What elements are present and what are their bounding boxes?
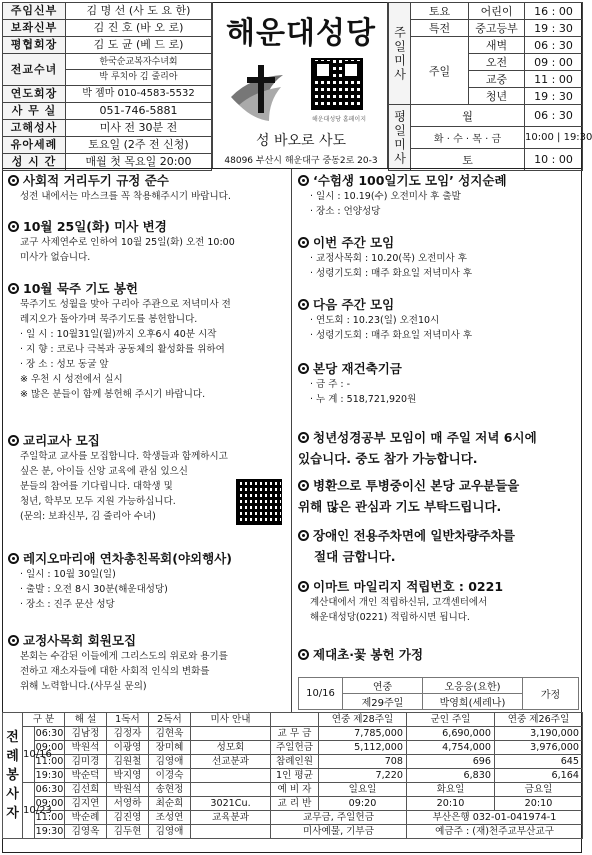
- server-name: 김남정: [65, 727, 107, 741]
- notice-text: · 성령기도회 : 매주 화요일 저녁미사 후: [310, 330, 472, 341]
- mass-name: 오전: [469, 54, 525, 71]
- notice-title: 다음 주간 모임: [313, 297, 395, 312]
- week-date: 10/16: [23, 727, 35, 783]
- mass-time-cell: 19:30: [35, 825, 64, 837]
- mass-time: 16 : 00: [525, 3, 583, 20]
- notice: [298, 475, 580, 517]
- mass-guide: 교육분과: [191, 811, 271, 825]
- sunday-mass-label: 주일미사: [389, 3, 411, 105]
- bullet-icon: [298, 480, 309, 491]
- mass-name: 새벽: [469, 37, 525, 54]
- staff-value: 김 진 호 (바 오 로): [66, 20, 212, 37]
- notice-text: (문의: 보좌신부, 김 줄리아 수녀): [20, 511, 156, 522]
- notice: [298, 173, 580, 219]
- mass-guide: [191, 727, 271, 741]
- server-name: 김영옥: [65, 825, 107, 839]
- stat-label: 주일헌금: [271, 741, 319, 755]
- notice-title: 제대초·꽃 봉헌 가정: [313, 647, 424, 662]
- mass-time: 09 : 00: [525, 54, 583, 71]
- notice-title: 이번 주간 모임: [313, 235, 395, 250]
- stat-value: 4,754,000: [407, 741, 495, 755]
- flower-person: 박영희(세레나): [423, 694, 523, 710]
- notice-text: · 일시 : 10월 30일(일): [20, 569, 116, 580]
- notice-title: 사회적 거리두기 규정 준수: [23, 173, 169, 188]
- mass-guide: 3021Cu.: [191, 797, 271, 811]
- class-day: 금요일: [495, 783, 583, 797]
- notice-title: 10월 묵주 기도 봉헌: [23, 281, 138, 296]
- bullet-icon: [298, 299, 309, 310]
- notice: [8, 173, 290, 204]
- staff-value: 매월 첫 목요일 20:00: [66, 154, 212, 171]
- staff-label: 유아세례: [3, 137, 66, 154]
- notice-text: 레지오가 돌아가며 묵주기도를 봉헌합니다.: [20, 314, 198, 325]
- notice-title: 병환으로 투병중이신 본당 교우분들을: [313, 478, 520, 493]
- patron-saint: 성 바오로 사도: [255, 133, 347, 149]
- mass-time-cell: 06:30: [35, 727, 64, 739]
- mass-time-cell: 11:00: [35, 755, 64, 767]
- stat-value: 6,690,000: [407, 727, 495, 741]
- mass-time: 19 : 30: [525, 20, 583, 37]
- server-name: 김정자: [107, 727, 149, 741]
- staff-value: [66, 54, 212, 86]
- liturgy-label: 전례봉사자: [3, 713, 23, 839]
- stat-label: 교 무 금: [271, 727, 319, 741]
- notices-right: [292, 168, 582, 712]
- server-name: 송현정: [149, 783, 191, 797]
- notice-text: · 일 시 : 10월31일(월)까지 오후6시 40분 시작: [20, 329, 217, 340]
- staff-value: 051-746-5881: [66, 103, 212, 120]
- server-name: 김현욱: [149, 727, 191, 741]
- server-name: 서영하: [107, 797, 149, 811]
- notice-title: 교리교사 모집: [23, 433, 100, 448]
- col-header: 미사 안내: [191, 713, 271, 727]
- homepage-qr-code[interactable]: [311, 58, 363, 110]
- bullet-icon: [298, 530, 309, 541]
- staff-value: 토요일 (2주 전 신청): [66, 137, 212, 154]
- notice: [8, 633, 290, 694]
- staff-value: 김 도 균 (베 드 로): [66, 37, 212, 54]
- notice-text: 미사가 없습니다.: [20, 252, 91, 263]
- server-name: 김원철: [107, 755, 149, 769]
- bullet-icon: [8, 553, 19, 564]
- notice: [298, 647, 580, 663]
- server-name: 김영애: [149, 825, 191, 839]
- col-header: 구 분: [23, 713, 65, 727]
- teacher-qr-code[interactable]: [236, 479, 282, 525]
- mass-time: 06 : 30: [525, 105, 583, 127]
- server-name: 박순례: [65, 811, 107, 825]
- class-time: 20:10: [495, 797, 583, 811]
- notice: [8, 219, 290, 265]
- notice-text: · 출발 : 오전 8시 30분(해운대성당): [20, 584, 168, 595]
- notice-title: ‘수험생 100일기도 모임’ 성지순례: [313, 173, 507, 188]
- notice: [8, 551, 290, 612]
- mass-day: 특전: [411, 20, 469, 37]
- staff-label: 전교수녀: [3, 54, 66, 86]
- mass-guide: [191, 783, 271, 797]
- stat-value: 708: [319, 755, 407, 769]
- notice-text: 교구 사제연수로 인하여 10월 25일(화) 오전 10:00: [20, 237, 235, 248]
- stat-label: 참례인원: [271, 755, 319, 769]
- staff-value: 미사 전 30분 전: [66, 120, 212, 137]
- notice-text: 계산대에서 개인 적립하신뒤, 고객센터에서: [310, 597, 488, 608]
- server-name: 박원석: [65, 741, 107, 755]
- flower-sunday: 제29주일: [343, 694, 423, 710]
- mass-time: 10:00 | 19:30: [525, 127, 583, 149]
- mass-guide: 선교분과: [191, 755, 271, 769]
- server-name: 박지영: [107, 769, 149, 783]
- staff-label: 고해성사: [3, 120, 66, 137]
- server-name: 김미경: [65, 755, 107, 769]
- mass-time-morning: 10:00: [525, 132, 554, 143]
- staff-label: 보좌신부: [3, 20, 66, 37]
- bullet-icon: [8, 435, 19, 446]
- server-name: 이광영: [107, 741, 149, 755]
- week-date: 10/23: [23, 783, 35, 839]
- mass-day: 주일: [411, 37, 469, 105]
- mass-time-cell: 09:00: [35, 741, 64, 753]
- account-label: 미사예물, 기부금: [271, 825, 407, 839]
- server-name: 김영애: [149, 755, 191, 769]
- server-name: 김지연: [65, 797, 107, 811]
- server-name: 박원석: [107, 783, 149, 797]
- notices-left: [2, 168, 292, 712]
- notice-text: · 장소 : 언양성당: [310, 206, 381, 217]
- stat-value: 696: [407, 755, 495, 769]
- stat-header: [271, 713, 319, 727]
- server-name: 조성연: [149, 811, 191, 825]
- class-time: 09:20: [319, 797, 407, 811]
- weekday-mass-label: 평일미사: [389, 105, 411, 171]
- flower-offering-table: [298, 677, 579, 710]
- flower-person: 오응응(요한): [423, 678, 523, 694]
- server-name: 이경숙: [149, 769, 191, 783]
- notice-text: ※ 우천 시 성전에서 실시: [20, 374, 123, 385]
- notice-title: 청년성경공부 모임이 매 주일 저녁 6시에: [313, 430, 537, 445]
- notice-title: 레지오마리애 연차총친목회(야외행사): [23, 551, 232, 566]
- mass-guide: [191, 825, 271, 839]
- notice-text: 싶은 분, 아이들 신앙 교육에 관심 있으신: [20, 466, 188, 477]
- catechumen-label: 예 비 자: [271, 783, 319, 797]
- notice: [298, 297, 580, 343]
- bullet-icon: [8, 635, 19, 646]
- server-name: 최순희: [149, 797, 191, 811]
- notice-text: ※ 많은 분들이 함께 봉헌해 주시기 바랍니다.: [20, 389, 206, 400]
- mass-time-cell: 06:30: [35, 783, 64, 795]
- qr-caption: 해운대성당 홈페이지: [311, 116, 367, 123]
- flower-family: 가정: [523, 678, 579, 710]
- parish-title: 해운대성당: [226, 16, 376, 51]
- class-day: 일요일: [319, 783, 407, 797]
- mass-guide: 성모회: [191, 741, 271, 755]
- mass-day: 월: [411, 105, 525, 127]
- staff-label: 주임신부: [3, 3, 66, 20]
- notice-title: 있습니다. 중도 참가 가능합니다.: [298, 451, 478, 466]
- server-name: 장미혜: [149, 741, 191, 755]
- notice: [298, 235, 580, 281]
- liturgy-finance-table: [2, 712, 583, 839]
- mass-guide: [191, 769, 271, 783]
- stat-value: 5,112,000: [319, 741, 407, 755]
- col-header: 2독서: [149, 713, 191, 727]
- mass-day: 토: [411, 149, 525, 171]
- notice-text: 성전 내에서는 마스크를 꼭 착용해주시기 바랍니다.: [20, 191, 231, 202]
- staff-label: 평협회장: [3, 37, 66, 54]
- stat-value: 6,164: [495, 769, 583, 783]
- bullet-icon: [298, 432, 309, 443]
- bullet-icon: [298, 581, 309, 592]
- mass-name: 중고등부: [469, 20, 525, 37]
- mass-time: 06 : 30: [525, 37, 583, 54]
- mass-time: 10 : 00: [525, 149, 583, 171]
- mass-day: 화 · 수 · 목 · 금: [411, 127, 525, 149]
- notice-text: 해운대성당(0221) 적립하시면 됩니다.: [310, 612, 470, 623]
- parish-logo-icon: [225, 57, 295, 127]
- notice: [298, 427, 580, 469]
- class-label: 교 리 반: [271, 797, 319, 811]
- staff-label: 성 시 간: [3, 154, 66, 171]
- server-name: 김진영: [107, 811, 149, 825]
- col-header: 해 설: [65, 713, 107, 727]
- notice-text: · 누 계 : 518,721,920원: [310, 394, 417, 405]
- notice: [298, 361, 580, 407]
- notice: [298, 525, 580, 567]
- notice-title: 위해 많은 관심과 기도 부탁드립니다.: [298, 499, 502, 514]
- staff-label: 연도회장: [3, 86, 66, 103]
- stat-label: 1인 평균: [271, 769, 319, 783]
- notice-text: 주일학교 교사를 모집합니다. 학생들과 함께하시고: [20, 451, 228, 462]
- mass-name: 교중: [469, 71, 525, 88]
- notice-text: 묵주기도 성월을 맞아 구리아 주관으로 저녁미사 전: [20, 299, 231, 310]
- flower-date: 10/16: [299, 678, 343, 710]
- mass-name: 청년: [469, 88, 525, 105]
- stat-value: 7,220: [319, 769, 407, 783]
- stat-value: 645: [495, 755, 583, 769]
- notice-title: 장애인 전용주차면에 일반차량주차를: [313, 528, 515, 543]
- stat-header: 연중 제28주일: [319, 713, 407, 727]
- notice-text: · 장 소 : 성모 동굴 앞: [20, 359, 109, 370]
- staff-value-line: 한국순교복자수녀회: [99, 57, 178, 67]
- notice-title: 교정사목회 회원모집: [23, 633, 137, 648]
- account-label: 교무금, 주일헌금: [271, 811, 407, 825]
- bullet-icon: [298, 363, 309, 374]
- notice-text: · 장소 : 진주 문산 성당: [20, 599, 115, 610]
- stat-header: 연중 제26주일: [495, 713, 583, 727]
- bullet-icon: [298, 237, 309, 248]
- staff-value-line: 박 루치아 김 줄리아: [66, 69, 211, 82]
- notice-text: · 성령기도회 : 매주 화요일 저녁미사 후: [310, 268, 472, 279]
- bullet-icon: [8, 283, 19, 294]
- stat-value: 3,190,000: [495, 727, 583, 741]
- flower-sunday: 연중: [343, 678, 423, 694]
- header-center: [212, 2, 388, 168]
- bullet-icon: [298, 649, 309, 660]
- server-name: 김두현: [107, 825, 149, 839]
- notice-text: 본회는 수감된 이들에게 그리스도의 위로와 용기를: [20, 651, 228, 662]
- bullet-icon: [8, 175, 19, 186]
- notice-text: · 금 주 : -: [310, 379, 351, 390]
- notice-text: 전하고 재소자들에 대한 사회적 인식의 변화를: [20, 666, 210, 677]
- server-name: 박순덕: [65, 769, 107, 783]
- bullet-icon: [298, 175, 309, 186]
- notice-text: · 연도회 : 10.23(일) 오전10시: [310, 315, 440, 326]
- notice-text: · 지 향 : 코로나 극복과 공동체의 활성화를 위하여: [20, 344, 225, 355]
- notice-text: 위해 노력합니다.(사무실 문의): [20, 681, 147, 692]
- stat-header: 군인 주일: [407, 713, 495, 727]
- notice: [8, 281, 290, 402]
- notice-text: 청년, 학부모 모두 지원 가능하십니다.: [20, 496, 176, 507]
- mass-time: 19 : 30: [525, 88, 583, 105]
- notice-title: 10월 25일(화) 미사 변경: [23, 219, 167, 234]
- staff-value: 김 명 선 (사 도 요 한): [66, 3, 212, 20]
- mass-time: 11 : 00: [525, 71, 583, 88]
- notice-title: 본당 재건축기금: [313, 361, 402, 376]
- notice-text: · 교정사목회 : 10.20(목) 오전미사 후: [310, 253, 467, 264]
- stat-value: 3,976,000: [495, 741, 583, 755]
- staff-value: 박 젬마 010-4583-5532: [66, 86, 212, 103]
- stat-value: 6,830: [407, 769, 495, 783]
- parish-address: 48096 부산시 해운대구 중동2로 20-3: [224, 156, 378, 166]
- server-name: 김선희: [65, 783, 107, 797]
- account-info: 부산은행 032-01-041974-1: [407, 811, 583, 825]
- mass-name: 어린이: [469, 3, 525, 20]
- mass-time-cell: 11:00: [35, 811, 64, 823]
- col-header: 1독서: [107, 713, 149, 727]
- staff-label: 사 무 실: [3, 103, 66, 120]
- mass-time-cell: 09:00: [35, 797, 64, 809]
- bullet-icon: [8, 221, 19, 232]
- notice: [298, 579, 580, 625]
- mass-day: 토요: [411, 3, 469, 20]
- notice-text: · 일시 : 10.19(수) 오전미사 후 출발: [310, 191, 461, 202]
- account-info: 예금주 : (재)천주교부산교구: [407, 825, 583, 839]
- class-day: 화요일: [407, 783, 495, 797]
- stat-value: 7,785,000: [319, 727, 407, 741]
- staff-table: [2, 2, 212, 171]
- mass-time-cell: 19:30: [35, 769, 64, 781]
- notice-title: 이마트 마일리지 적립번호 : 0221: [313, 579, 504, 594]
- mass-schedule-table: [388, 2, 592, 171]
- mass-time-evening: 19:30: [563, 132, 592, 143]
- notice-text: 분들의 참여를 기다립니다. 대학생 및: [20, 481, 173, 492]
- notice-title: 절대 금합니다.: [314, 549, 396, 564]
- class-time: 20:10: [407, 797, 495, 811]
